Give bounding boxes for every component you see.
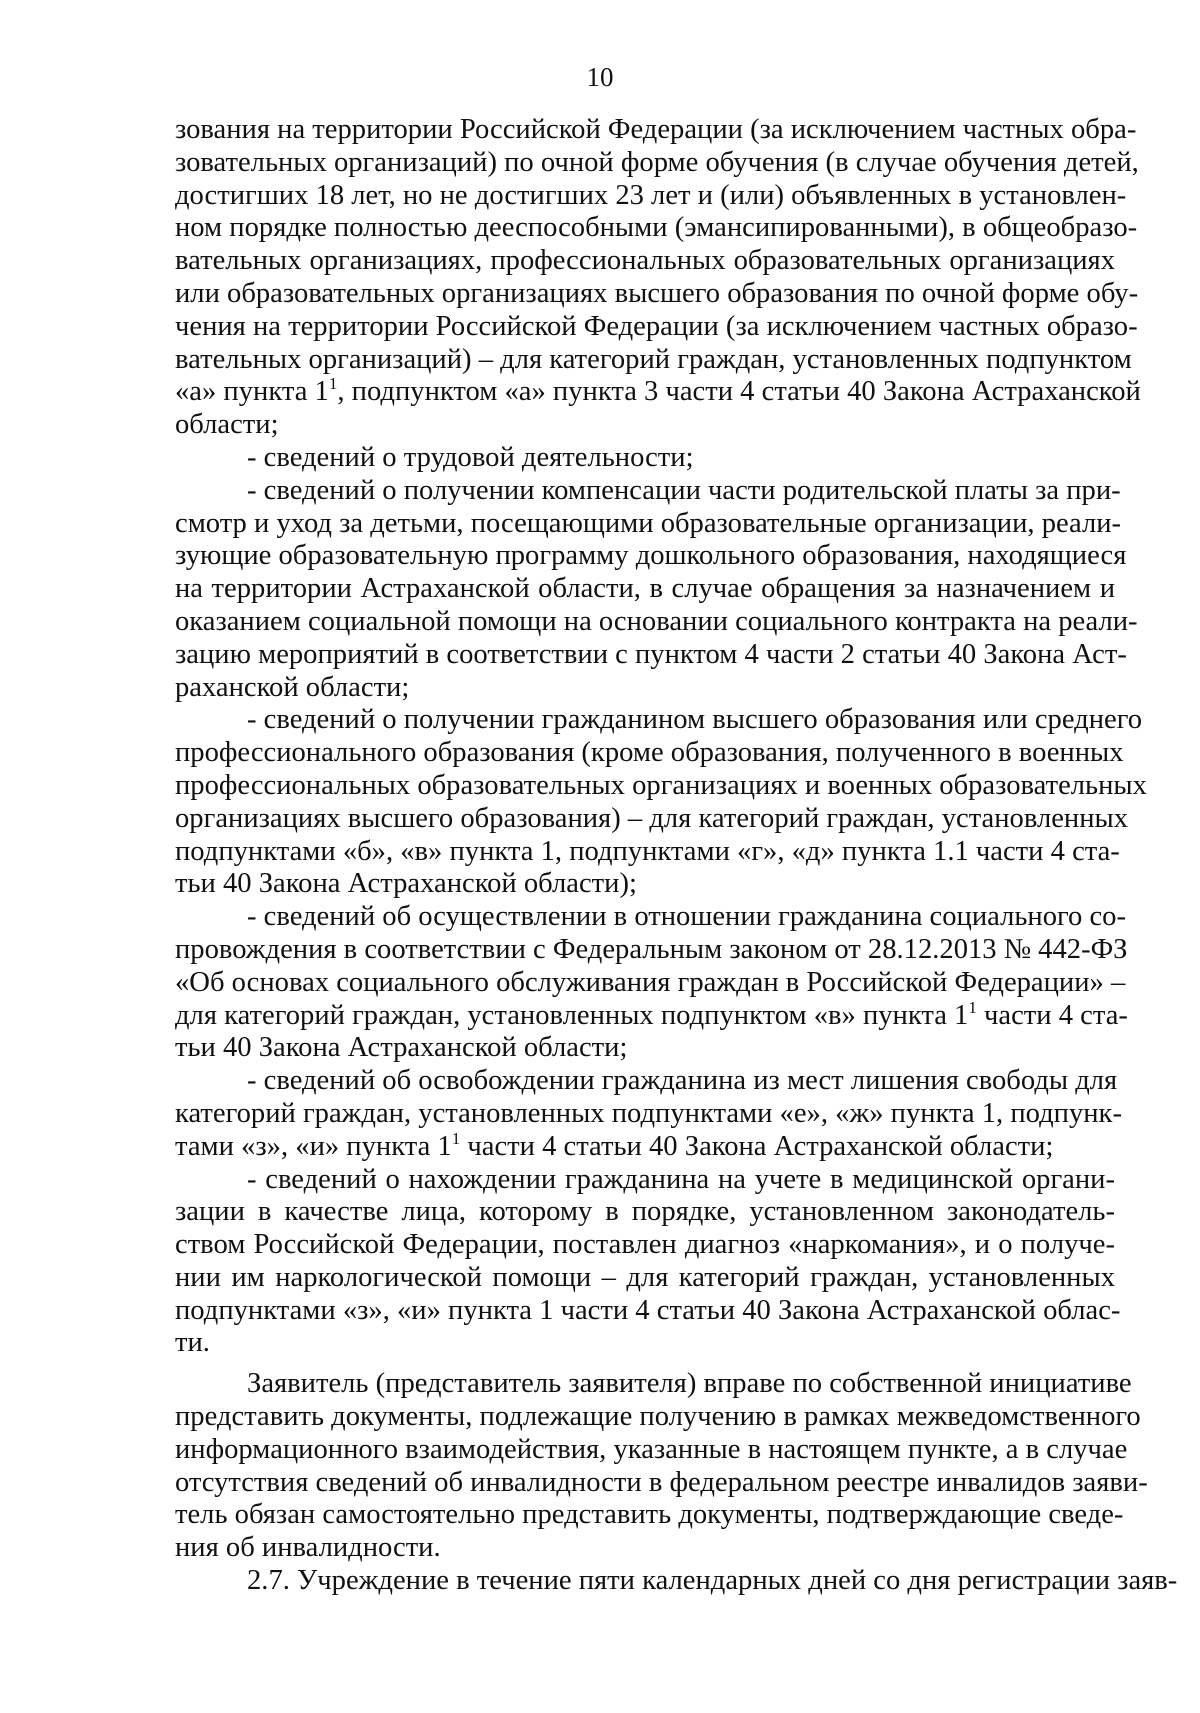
text-line: - сведений об освобождении гражданина из мест лишения свободы для: [247, 1065, 1118, 1097]
text-line: раханской области;: [175, 671, 410, 703]
text-line: зации в качестве лица, которому в порядке, установленном законодатель-: [175, 1196, 1115, 1228]
superscript: 1: [968, 997, 977, 1017]
text-line: информационного взаимодействия, указанные в настоящем пункте, а в случае: [175, 1433, 1128, 1465]
text-line: провождения в соответствии с Федеральным законом от 28.12.2013 № 442-ФЗ: [175, 933, 1128, 965]
text-line: тьи 40 Закона Астраханской области);: [175, 868, 637, 900]
text-line: профессиональных образовательных организациях и военных образовательных: [175, 769, 1147, 801]
text-line: вательных организаций) – для категорий граждан, установленных подпунктом: [175, 343, 1132, 375]
text-line: - сведений о получении гражданином высшего образования или среднего: [247, 704, 1143, 736]
text-line: представить документы, подлежащие получению в рамках межведомственного: [175, 1401, 1141, 1433]
text-line: категорий граждан, установленных подпунктами «е», «ж» пункта 1, подпунк-: [175, 1097, 1122, 1129]
text-line: или образовательных организациях высшего образования по очной форме обу-: [175, 277, 1139, 309]
text-line: [175, 997, 1128, 1033]
text-line: профессионального образования (кроме образования, полученного в военных: [175, 737, 1124, 769]
paragraph-gap: [175, 1360, 1115, 1368]
paragraph-body: [175, 1565, 1178, 1598]
text-segment: части 4 ста-: [976, 999, 1128, 1031]
document-body: [175, 114, 1178, 1598]
paragraph-continuation: [175, 114, 1141, 442]
text-segment: «а» пункта 1: [175, 376, 329, 408]
text-line: ния об инвалидности.: [175, 1532, 441, 1564]
text-line: - сведений о нахождении гражданина на учете в медицинской органи-: [247, 1163, 1115, 1195]
text-line: зовательных организаций) по очной форме обучения (в случае обучения детей,: [175, 146, 1139, 178]
paragraph-list-item: [175, 474, 1138, 705]
text-line: ством Российской Федерации, поставлен диагноз «наркомания», и о получе-: [175, 1229, 1115, 1261]
text-line: области;: [175, 409, 279, 441]
text-segment: части 4 статьи 40 Закона Астраханской области;: [460, 1130, 1054, 1162]
text-line: зацию мероприятий в соответствии с пунктом 4 части 2 статьи 40 Закона Аст-: [175, 638, 1127, 670]
text-line: «Об основах социального обслуживания граждан в Российской Федерации» –: [175, 966, 1126, 998]
text-line: Заявитель (представитель заявителя) вправе по собственной инициативе: [247, 1368, 1132, 1400]
paragraph-list-item: [175, 901, 1128, 1065]
text-line: нии им наркологической помощи – для категорий граждан, установленных: [175, 1261, 1115, 1293]
paragraph-list-item: [175, 442, 1115, 475]
text-line: подпунктами «б», «в» пункта 1, подпунктами «г», «д» пункта 1.1 части 4 ста-: [175, 835, 1120, 867]
text-line: отсутствия сведений об инвалидности в федеральном реестре инвалидов заяви-: [175, 1466, 1148, 1498]
text-segment: , подпунктом «а» пункта 3 части 4 статьи 40 Закона Астраханской: [337, 376, 1141, 408]
text-line: - сведений об осуществлении в отношении гражданина социального со-: [247, 901, 1126, 933]
paragraph-list-item: [175, 1163, 1121, 1361]
text-line: - сведений о получении компенсации части родительской платы за при-: [247, 474, 1121, 506]
text-line: - сведений о трудовой деятельности;: [247, 441, 694, 473]
paragraph-list-item: [175, 1065, 1122, 1163]
text-line: зования на территории Российской Федерации (за исключением частных обра-: [175, 114, 1137, 145]
text-segment: тами «з», «и» пункта 1: [175, 1130, 452, 1162]
text-line: [175, 1128, 1115, 1164]
text-segment: для категорий граждан, установленных подпунктом «в» пункта 1: [175, 999, 969, 1031]
text-line: 2.7. Учреждение в течение пяти календарных дней со дня регистрации заяв-: [247, 1565, 1178, 1597]
text-line: зующие образовательную программу дошкольного образования, находящиеся: [175, 540, 1127, 572]
superscript: 1: [451, 1128, 461, 1148]
paragraph-list-item: [175, 704, 1147, 901]
text-line: на территории Астраханской области, в случае обращения за назначением и: [175, 573, 1115, 605]
text-line: ном порядке полностью дееспособными (эмансипированными), в общеобразо-: [175, 212, 1138, 244]
text-line: оказанием социальной помощи на основании социального контракта на реали-: [175, 605, 1138, 637]
text-line: ти.: [175, 1327, 210, 1359]
text-line: вательных организациях, профессиональных образовательных организациях: [175, 245, 1115, 277]
text-line: [175, 374, 1141, 409]
text-line: подпунктами «з», «и» пункта 1 части 4 статьи 40 Закона Астраханской облас-: [175, 1294, 1121, 1326]
text-line: тьи 40 Закона Астраханской области;: [175, 1032, 628, 1064]
text-line: тель обязан самостоятельно представить документы, подтверждающие сведе-: [175, 1499, 1124, 1531]
text-line: организациях высшего образования) – для категорий граждан, установленных: [175, 802, 1129, 834]
text-line: смотр и уход за детьми, посещающими образовательные организации, реали-: [175, 507, 1122, 539]
superscript: 1: [328, 374, 338, 394]
paragraph-body: [175, 1368, 1148, 1565]
text-line: чения на территории Российской Федерации (за исключением частных образо-: [175, 310, 1138, 342]
page-number: 10: [586, 62, 614, 92]
text-line: достигших 18 лет, но не достигших 23 лет и (или) объявленных в установлен-: [175, 179, 1127, 211]
